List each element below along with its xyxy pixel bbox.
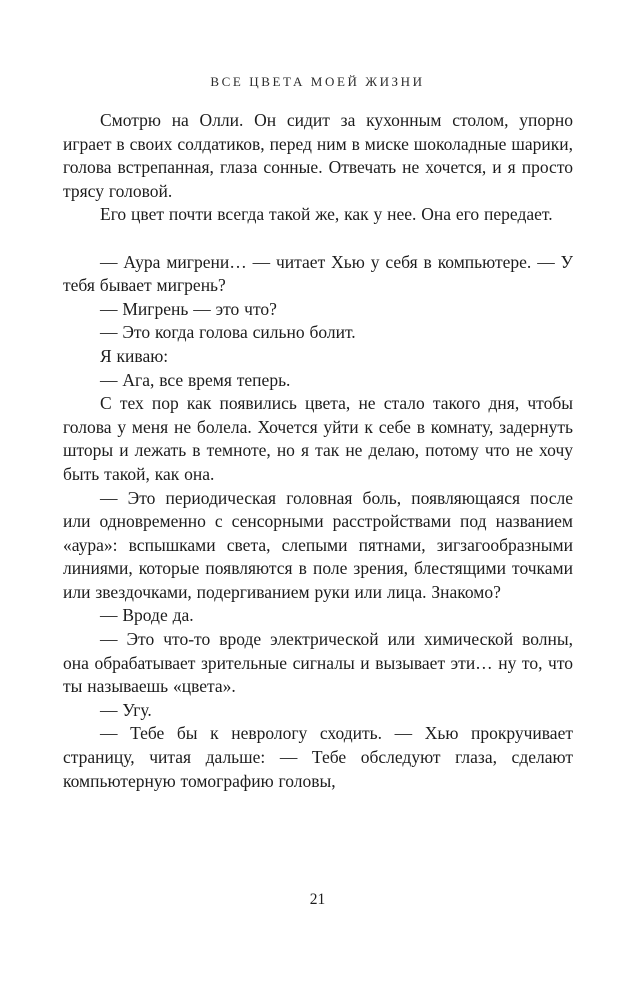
paragraph-dialogue: — Мигрень — это что? — [100, 298, 277, 319]
paragraph-dialogue: — Это когда голова сильно болит. — [100, 322, 356, 343]
paragraph: Я киваю: — [100, 345, 169, 366]
paragraph-dialogue: — Угу. — [100, 699, 152, 720]
paragraph: Его цвет почти всегда такой же, как у нее. Она его передает. — [100, 204, 553, 225]
paragraph-dialogue: — Тебе бы к неврологу сходить. — Хью прокручивает страницу, читая дальше: — Тебе обследуют глаза, сделают компьютерную томографию головы, — [63, 723, 573, 791]
paragraph-dialogue: — Аура мигрени… — читает Хью у себя в компьютере. — У тебя бывает мигрень? — [63, 251, 573, 296]
paragraph-dialogue: — Вроде да. — [100, 605, 194, 626]
text-block — [63, 109, 573, 793]
paragraph: Смотрю на Олли. Он сидит за кухонным столом, упорно играет в своих солдатиков, перед ним в миске шоколадные шарики, голова встрепанная, глаза сонные. Отвечать не хочется, и я просто трясу головой. — [63, 110, 573, 201]
running-head: ВСЕ ЦВЕТА МОЕЙ ЖИЗНИ — [210, 74, 425, 89]
paragraph-dialogue: — Это что-то вроде электрической или химической волны, она обрабатывает зрительные сигналы и вызывает эти… ну то, что ты называешь «цвета». — [63, 629, 573, 697]
paragraph: С тех пор как появились цвета, не стало такого дня, чтобы голова у меня не болела. Хочется уйти к себе в комнату, задернуть шторы и лежать в темноте, но я так не делаю, потому что не хочу быть такой, как она. — [63, 393, 573, 484]
paragraph-dialogue: — Ага, все время теперь. — [100, 369, 291, 390]
paragraph-dialogue: — Это периодическая головная боль, появляющаяся после или одновременно с сенсорными расстройствами под названием «аура»: вспышками света, слепыми пятнами, зигзагообразными линиями, которые появляются в поле зрения, блестящими точками или звездочками, подергиванием руки или лица. Знакомо? — [63, 487, 573, 602]
page-number: 21 — [309, 891, 326, 908]
